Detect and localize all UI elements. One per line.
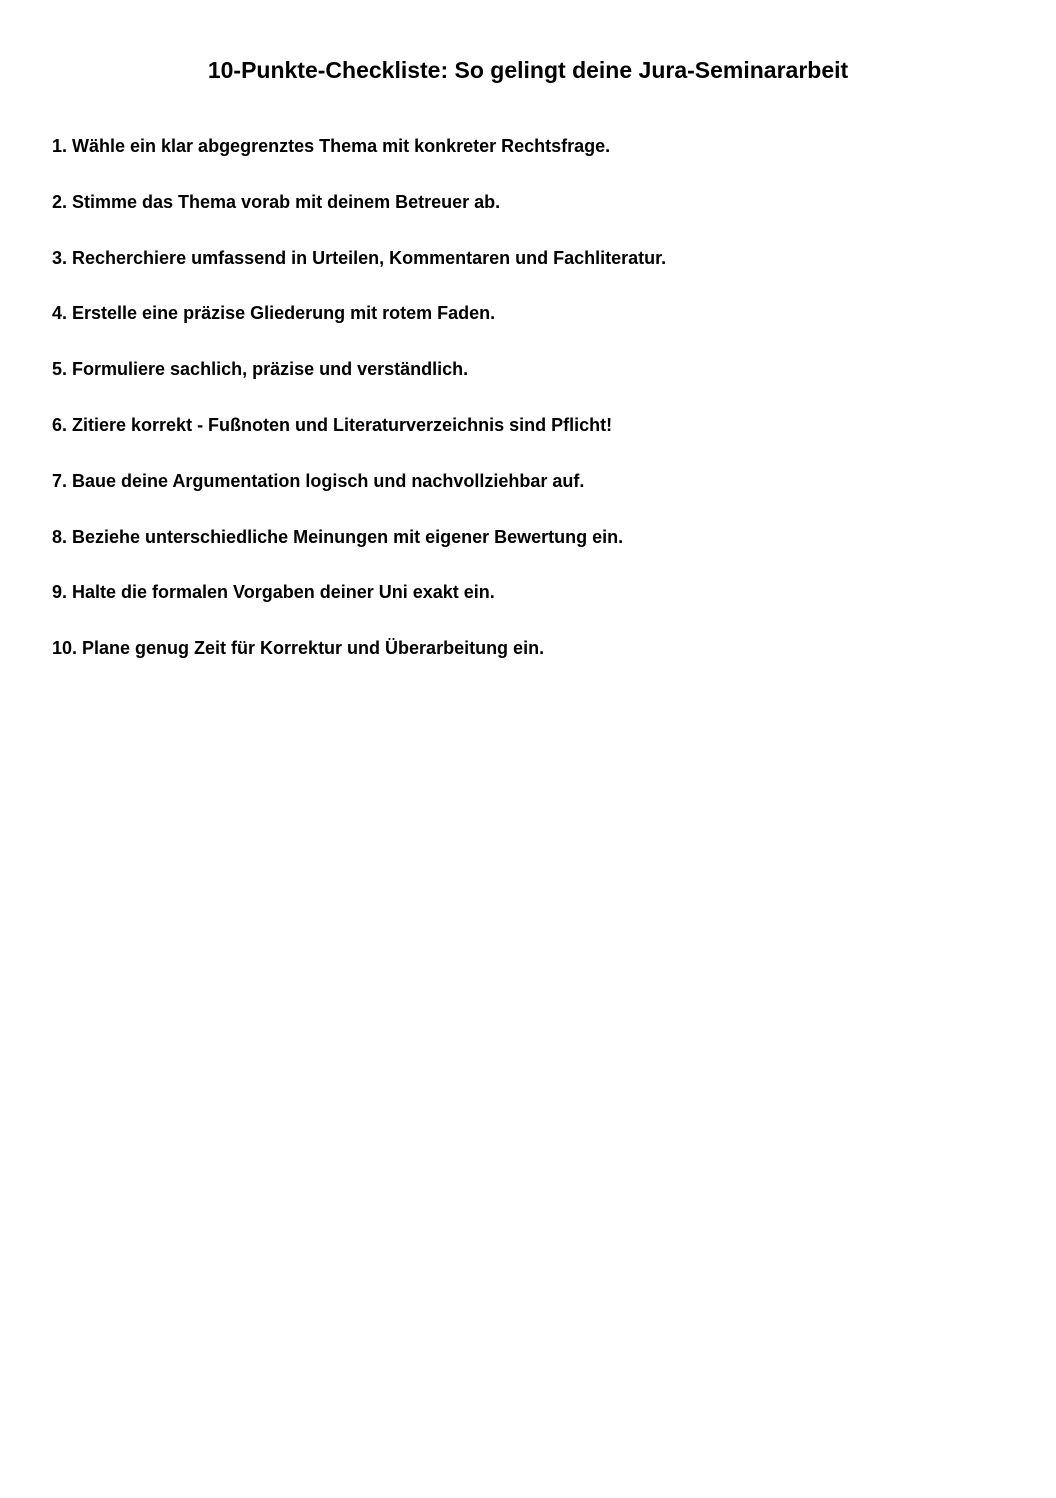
checklist-item-5: 5. Formuliere sachlich, präzise und verständlich. xyxy=(52,359,469,380)
checklist-item-3: 3. Recherchiere umfassend in Urteilen, Kommentaren und Fachliteratur. xyxy=(52,247,667,268)
page-title: 10-Punkte-Checkliste: So gelingt deine Jura-Seminararbeit xyxy=(207,57,849,83)
checklist-item-4: 4. Erstelle eine präzise Gliederung mit rotem Faden. xyxy=(52,303,496,324)
checklist-item-1: 1. Wähle ein klar abgegrenztes Thema mit konkreter Rechtsfrage. xyxy=(52,136,611,156)
checklist-item-7: 7. Baue deine Argumentation logisch und nachvollziehbar auf. xyxy=(52,470,585,491)
checklist xyxy=(52,132,1012,690)
checklist-item-10: 10. Plane genug Zeit für Korrektur und Überarbeitung ein. xyxy=(52,638,545,659)
checklist-item-9: 9. Halte die formalen Vorgaben deiner Uni exakt ein. xyxy=(52,582,495,603)
checklist-item-8: 8. Beziehe unterschiedliche Meinungen mit eigener Bewertung ein. xyxy=(52,526,624,547)
checklist-item-6: 6. Zitiere korrekt - Fußnoten und Literaturverzeichnis sind Pflicht! xyxy=(52,414,613,435)
checklist-item-2: 2. Stimme das Thema vorab mit deinem Betreuer ab. xyxy=(52,191,501,212)
